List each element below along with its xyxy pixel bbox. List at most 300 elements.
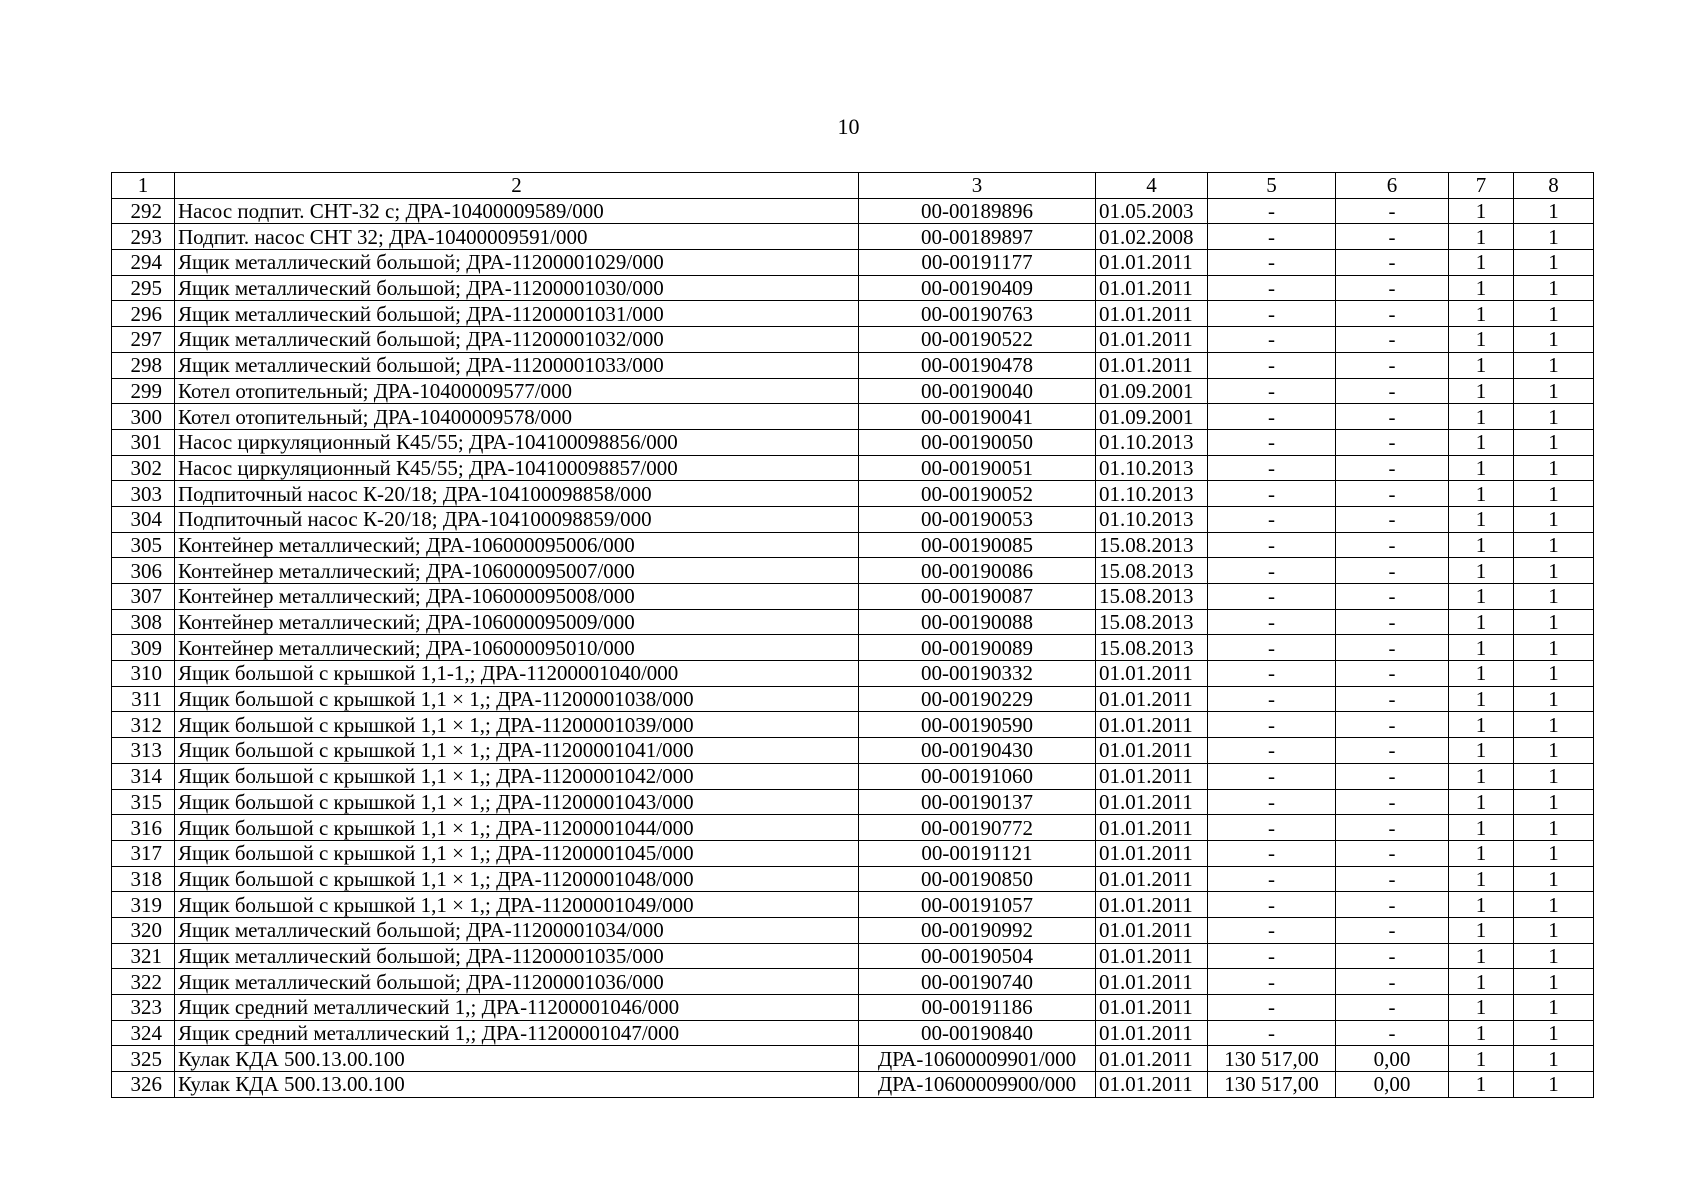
inventory-number-cell: ДРА-10600009900/000 — [859, 1072, 1096, 1098]
value-cell: - — [1208, 455, 1336, 481]
table-row — [112, 506, 1594, 532]
row-number-cell: 308 — [112, 609, 175, 635]
row-number-cell: 315 — [112, 789, 175, 815]
quantity-cell: 1 — [1449, 532, 1514, 558]
quantity-cell: 1 — [1449, 1020, 1514, 1046]
value-cell: - — [1208, 969, 1336, 995]
quantity-cell: 1 — [1514, 635, 1594, 661]
quantity-cell: 1 — [1449, 917, 1514, 943]
row-number-cell: 319 — [112, 892, 175, 918]
column-header: 7 — [1449, 173, 1514, 199]
name-cell: Контейнер металлический; ДРА-106000095010/000 — [175, 635, 859, 661]
amount-cell: - — [1336, 738, 1449, 764]
inventory-number-cell: 00-00190772 — [859, 815, 1096, 841]
row-number-cell: 316 — [112, 815, 175, 841]
name-cell: Котел отопительный; ДРА-10400009578/000 — [175, 404, 859, 430]
table-row — [112, 1072, 1594, 1098]
table-header — [112, 173, 1594, 199]
value-cell: - — [1208, 635, 1336, 661]
value-cell: - — [1208, 378, 1336, 404]
quantity-cell: 1 — [1514, 429, 1594, 455]
row-number-cell: 310 — [112, 661, 175, 687]
quantity-cell: 1 — [1514, 661, 1594, 687]
amount-cell: - — [1336, 404, 1449, 430]
quantity-cell: 1 — [1449, 866, 1514, 892]
inventory-number-cell: 00-00190089 — [859, 635, 1096, 661]
quantity-cell: 1 — [1514, 815, 1594, 841]
amount-cell: - — [1336, 635, 1449, 661]
table-row — [112, 840, 1594, 866]
amount-cell: - — [1336, 609, 1449, 635]
quantity-cell: 1 — [1449, 404, 1514, 430]
amount-cell: - — [1336, 352, 1449, 378]
row-number-cell: 298 — [112, 352, 175, 378]
table-row — [112, 712, 1594, 738]
amount-cell: - — [1336, 866, 1449, 892]
value-cell: - — [1208, 609, 1336, 635]
quantity-cell: 1 — [1514, 917, 1594, 943]
quantity-cell: 1 — [1514, 609, 1594, 635]
value-cell: - — [1208, 327, 1336, 353]
row-number-cell: 305 — [112, 532, 175, 558]
amount-cell: - — [1336, 584, 1449, 610]
quantity-cell: 1 — [1449, 506, 1514, 532]
value-cell: - — [1208, 840, 1336, 866]
amount-cell: - — [1336, 455, 1449, 481]
inventory-number-cell: 00-00191060 — [859, 763, 1096, 789]
inventory-table — [111, 172, 1594, 1098]
quantity-cell: 1 — [1514, 198, 1594, 224]
amount-cell: - — [1336, 840, 1449, 866]
date-cell: 01.09.2001 — [1096, 378, 1208, 404]
name-cell: Ящик большой с крышкой 1,1-1,; ДРА-11200001040/000 — [175, 661, 859, 687]
quantity-cell: 1 — [1514, 738, 1594, 764]
table-row — [112, 789, 1594, 815]
amount-cell: - — [1336, 1020, 1449, 1046]
quantity-cell: 1 — [1449, 301, 1514, 327]
value-cell: - — [1208, 558, 1336, 584]
value-cell: - — [1208, 892, 1336, 918]
quantity-cell: 1 — [1514, 558, 1594, 584]
value-cell: - — [1208, 250, 1336, 276]
name-cell: Ящик металлический большой; ДРА-11200001036/000 — [175, 969, 859, 995]
row-number-cell: 300 — [112, 404, 175, 430]
name-cell: Ящик металлический большой; ДРА-11200001032/000 — [175, 327, 859, 353]
name-cell: Кулак КДА 500.13.00.100 — [175, 1046, 859, 1072]
name-cell: Подпиточный насос К-20/18; ДРА-104100098859/000 — [175, 506, 859, 532]
quantity-cell: 1 — [1514, 712, 1594, 738]
column-header: 3 — [859, 173, 1096, 199]
date-cell: 01.01.2011 — [1096, 815, 1208, 841]
quantity-cell: 1 — [1449, 481, 1514, 507]
value-cell: - — [1208, 763, 1336, 789]
quantity-cell: 1 — [1449, 429, 1514, 455]
value-cell: - — [1208, 917, 1336, 943]
inventory-number-cell: 00-00190478 — [859, 352, 1096, 378]
name-cell: Ящик металлический большой; ДРА-11200001033/000 — [175, 352, 859, 378]
name-cell: Ящик большой с крышкой 1,1 × 1,; ДРА-11200001041/000 — [175, 738, 859, 764]
date-cell: 01.10.2013 — [1096, 429, 1208, 455]
row-number-cell: 326 — [112, 1072, 175, 1098]
inventory-number-cell: 00-00190088 — [859, 609, 1096, 635]
row-number-cell: 317 — [112, 840, 175, 866]
quantity-cell: 1 — [1514, 224, 1594, 250]
value-cell: 130 517,00 — [1208, 1072, 1336, 1098]
date-cell: 01.01.2011 — [1096, 1072, 1208, 1098]
value-cell: - — [1208, 584, 1336, 610]
quantity-cell: 1 — [1449, 635, 1514, 661]
quantity-cell: 1 — [1449, 789, 1514, 815]
name-cell: Ящик большой с крышкой 1,1 × 1,; ДРА-11200001049/000 — [175, 892, 859, 918]
table-row — [112, 609, 1594, 635]
date-cell: 01.01.2011 — [1096, 866, 1208, 892]
table-row — [112, 429, 1594, 455]
inventory-number-cell: 00-00190137 — [859, 789, 1096, 815]
date-cell: 15.08.2013 — [1096, 532, 1208, 558]
date-cell: 01.01.2011 — [1096, 969, 1208, 995]
table-row — [112, 686, 1594, 712]
amount-cell: - — [1336, 969, 1449, 995]
value-cell: - — [1208, 789, 1336, 815]
quantity-cell: 1 — [1514, 1046, 1594, 1072]
table-row — [112, 763, 1594, 789]
inventory-number-cell: 00-00190850 — [859, 866, 1096, 892]
amount-cell: - — [1336, 532, 1449, 558]
date-cell: 01.09.2001 — [1096, 404, 1208, 430]
row-number-cell: 299 — [112, 378, 175, 404]
row-number-cell: 304 — [112, 506, 175, 532]
quantity-cell: 1 — [1449, 686, 1514, 712]
date-cell: 01.01.2011 — [1096, 892, 1208, 918]
date-cell: 01.01.2011 — [1096, 352, 1208, 378]
name-cell: Насос циркуляционный К45/55; ДРА-104100098857/000 — [175, 455, 859, 481]
quantity-cell: 1 — [1514, 506, 1594, 532]
name-cell: Ящик большой с крышкой 1,1 × 1,; ДРА-11200001043/000 — [175, 789, 859, 815]
amount-cell: - — [1336, 275, 1449, 301]
date-cell: 01.01.2011 — [1096, 1046, 1208, 1072]
quantity-cell: 1 — [1449, 198, 1514, 224]
table-row — [112, 635, 1594, 661]
date-cell: 01.10.2013 — [1096, 506, 1208, 532]
date-cell: 01.01.2011 — [1096, 661, 1208, 687]
table-row — [112, 378, 1594, 404]
row-number-cell: 323 — [112, 995, 175, 1021]
row-number-cell: 311 — [112, 686, 175, 712]
quantity-cell: 1 — [1514, 969, 1594, 995]
table-row — [112, 917, 1594, 943]
quantity-cell: 1 — [1449, 250, 1514, 276]
inventory-number-cell: 00-00190332 — [859, 661, 1096, 687]
quantity-cell: 1 — [1449, 712, 1514, 738]
value-cell: - — [1208, 1020, 1336, 1046]
name-cell: Ящик большой с крышкой 1,1 × 1,; ДРА-11200001039/000 — [175, 712, 859, 738]
value-cell: - — [1208, 738, 1336, 764]
quantity-cell: 1 — [1449, 995, 1514, 1021]
amount-cell: - — [1336, 224, 1449, 250]
date-cell: 01.01.2011 — [1096, 1020, 1208, 1046]
quantity-cell: 1 — [1449, 840, 1514, 866]
date-cell: 15.08.2013 — [1096, 635, 1208, 661]
table-body — [112, 198, 1594, 1097]
row-number-cell: 314 — [112, 763, 175, 789]
row-number-cell: 301 — [112, 429, 175, 455]
amount-cell: - — [1336, 661, 1449, 687]
row-number-cell: 306 — [112, 558, 175, 584]
inventory-number-cell: 00-00190040 — [859, 378, 1096, 404]
quantity-cell: 1 — [1449, 455, 1514, 481]
column-header: 8 — [1514, 173, 1594, 199]
quantity-cell: 1 — [1514, 352, 1594, 378]
date-cell: 15.08.2013 — [1096, 584, 1208, 610]
inventory-number-cell: 00-00190522 — [859, 327, 1096, 353]
value-cell: - — [1208, 943, 1336, 969]
amount-cell: - — [1336, 481, 1449, 507]
quantity-cell: 1 — [1514, 1072, 1594, 1098]
quantity-cell: 1 — [1514, 532, 1594, 558]
quantity-cell: 1 — [1449, 763, 1514, 789]
amount-cell: 0,00 — [1336, 1072, 1449, 1098]
amount-cell: - — [1336, 943, 1449, 969]
value-cell: - — [1208, 686, 1336, 712]
name-cell: Котел отопительный; ДРА-10400009577/000 — [175, 378, 859, 404]
amount-cell: - — [1336, 198, 1449, 224]
name-cell: Ящик металлический большой; ДРА-11200001031/000 — [175, 301, 859, 327]
quantity-cell: 1 — [1514, 275, 1594, 301]
date-cell: 01.01.2011 — [1096, 763, 1208, 789]
quantity-cell: 1 — [1449, 892, 1514, 918]
quantity-cell: 1 — [1449, 224, 1514, 250]
column-header: 1 — [112, 173, 175, 199]
quantity-cell: 1 — [1449, 815, 1514, 841]
inventory-number-cell: 00-00190085 — [859, 532, 1096, 558]
table-row — [112, 532, 1594, 558]
table-row — [112, 558, 1594, 584]
quantity-cell: 1 — [1514, 943, 1594, 969]
row-number-cell: 324 — [112, 1020, 175, 1046]
quantity-cell: 1 — [1449, 738, 1514, 764]
table-row — [112, 481, 1594, 507]
name-cell: Насос подпит. СНТ-32 с; ДРА-10400009589/000 — [175, 198, 859, 224]
value-cell: - — [1208, 866, 1336, 892]
inventory-number-cell: 00-00190590 — [859, 712, 1096, 738]
date-cell: 01.01.2011 — [1096, 250, 1208, 276]
row-number-cell: 307 — [112, 584, 175, 610]
amount-cell: - — [1336, 429, 1449, 455]
inventory-number-cell: 00-00190052 — [859, 481, 1096, 507]
table-row — [112, 661, 1594, 687]
value-cell: - — [1208, 712, 1336, 738]
table-row — [112, 1020, 1594, 1046]
quantity-cell: 1 — [1514, 866, 1594, 892]
amount-cell: - — [1336, 892, 1449, 918]
quantity-cell: 1 — [1514, 1020, 1594, 1046]
quantity-cell: 1 — [1449, 558, 1514, 584]
quantity-cell: 1 — [1514, 789, 1594, 815]
row-number-cell: 303 — [112, 481, 175, 507]
inventory-number-cell: ДРА-10600009901/000 — [859, 1046, 1096, 1072]
amount-cell: - — [1336, 378, 1449, 404]
row-number-cell: 302 — [112, 455, 175, 481]
amount-cell: - — [1336, 250, 1449, 276]
quantity-cell: 1 — [1449, 327, 1514, 353]
column-header: 6 — [1336, 173, 1449, 199]
table-row — [112, 584, 1594, 610]
date-cell: 01.01.2011 — [1096, 917, 1208, 943]
quantity-cell: 1 — [1514, 995, 1594, 1021]
inventory-number-cell: 00-00189897 — [859, 224, 1096, 250]
value-cell: - — [1208, 815, 1336, 841]
value-cell: - — [1208, 275, 1336, 301]
amount-cell: - — [1336, 815, 1449, 841]
table-row — [112, 455, 1594, 481]
inventory-number-cell: 00-00190992 — [859, 917, 1096, 943]
name-cell: Ящик металлический большой; ДРА-11200001030/000 — [175, 275, 859, 301]
date-cell: 01.01.2011 — [1096, 275, 1208, 301]
value-cell: - — [1208, 198, 1336, 224]
column-header: 2 — [175, 173, 859, 199]
inventory-number-cell: 00-00190504 — [859, 943, 1096, 969]
name-cell: Контейнер металлический; ДРА-106000095009/000 — [175, 609, 859, 635]
amount-cell: - — [1336, 789, 1449, 815]
quantity-cell: 1 — [1514, 481, 1594, 507]
quantity-cell: 1 — [1449, 275, 1514, 301]
table-row — [112, 1046, 1594, 1072]
date-cell: 01.01.2011 — [1096, 301, 1208, 327]
date-cell: 01.01.2011 — [1096, 712, 1208, 738]
value-cell: - — [1208, 532, 1336, 558]
inventory-number-cell: 00-00190050 — [859, 429, 1096, 455]
row-number-cell: 321 — [112, 943, 175, 969]
table-row — [112, 224, 1594, 250]
row-number-cell: 320 — [112, 917, 175, 943]
table-row — [112, 250, 1594, 276]
row-number-cell: 293 — [112, 224, 175, 250]
inventory-number-cell: 00-00190409 — [859, 275, 1096, 301]
name-cell: Ящик большой с крышкой 1,1 × 1,; ДРА-11200001042/000 — [175, 763, 859, 789]
row-number-cell: 295 — [112, 275, 175, 301]
inventory-number-cell: 00-00190051 — [859, 455, 1096, 481]
quantity-cell: 1 — [1449, 1072, 1514, 1098]
table-row — [112, 995, 1594, 1021]
value-cell: - — [1208, 352, 1336, 378]
amount-cell: - — [1336, 301, 1449, 327]
inventory-number-cell: 00-00191057 — [859, 892, 1096, 918]
inventory-number-cell: 00-00190763 — [859, 301, 1096, 327]
date-cell: 01.01.2011 — [1096, 327, 1208, 353]
row-number-cell: 296 — [112, 301, 175, 327]
table-row — [112, 198, 1594, 224]
table-row — [112, 866, 1594, 892]
page-number: 10 — [837, 114, 860, 139]
amount-cell: - — [1336, 995, 1449, 1021]
date-cell: 01.02.2008 — [1096, 224, 1208, 250]
quantity-cell: 1 — [1514, 892, 1594, 918]
name-cell: Ящик большой с крышкой 1,1 × 1,; ДРА-11200001038/000 — [175, 686, 859, 712]
quantity-cell: 1 — [1514, 455, 1594, 481]
date-cell: 01.01.2011 — [1096, 840, 1208, 866]
quantity-cell: 1 — [1449, 943, 1514, 969]
date-cell: 01.10.2013 — [1096, 481, 1208, 507]
row-number-cell: 309 — [112, 635, 175, 661]
amount-cell: - — [1336, 763, 1449, 789]
table-row — [112, 943, 1594, 969]
inventory-number-cell: 00-00190430 — [859, 738, 1096, 764]
name-cell: Ящик большой с крышкой 1,1 × 1,; ДРА-11200001048/000 — [175, 866, 859, 892]
name-cell: Насос циркуляционный К45/55; ДРА-104100098856/000 — [175, 429, 859, 455]
amount-cell: - — [1336, 686, 1449, 712]
row-number-cell: 292 — [112, 198, 175, 224]
row-number-cell: 322 — [112, 969, 175, 995]
date-cell: 01.01.2011 — [1096, 738, 1208, 764]
name-cell: Кулак КДА 500.13.00.100 — [175, 1072, 859, 1098]
name-cell: Ящик средний металлический 1,; ДРА-11200001047/000 — [175, 1020, 859, 1046]
row-number-cell: 313 — [112, 738, 175, 764]
quantity-cell: 1 — [1449, 609, 1514, 635]
row-number-cell: 318 — [112, 866, 175, 892]
row-number-cell: 294 — [112, 250, 175, 276]
column-header: 4 — [1096, 173, 1208, 199]
inventory-number-cell: 00-00190840 — [859, 1020, 1096, 1046]
quantity-cell: 1 — [1514, 840, 1594, 866]
inventory-number-cell: 00-00190041 — [859, 404, 1096, 430]
inventory-number-cell: 00-00191121 — [859, 840, 1096, 866]
name-cell: Контейнер металлический; ДРА-106000095008/000 — [175, 584, 859, 610]
table-row — [112, 301, 1594, 327]
quantity-cell: 1 — [1514, 584, 1594, 610]
table-row — [112, 892, 1594, 918]
quantity-cell: 1 — [1514, 404, 1594, 430]
name-cell: Контейнер металлический; ДРА-106000095006/000 — [175, 532, 859, 558]
amount-cell: - — [1336, 506, 1449, 532]
inventory-number-cell: 00-00191186 — [859, 995, 1096, 1021]
value-cell: - — [1208, 995, 1336, 1021]
quantity-cell: 1 — [1514, 327, 1594, 353]
table-row — [112, 738, 1594, 764]
row-number-cell: 297 — [112, 327, 175, 353]
date-cell: 01.01.2011 — [1096, 995, 1208, 1021]
quantity-cell: 1 — [1514, 301, 1594, 327]
name-cell: Подпит. насос СНТ 32; ДРА-10400009591/000 — [175, 224, 859, 250]
quantity-cell: 1 — [1449, 969, 1514, 995]
table-row — [112, 815, 1594, 841]
inventory-number-cell: 00-00190086 — [859, 558, 1096, 584]
date-cell: 15.08.2013 — [1096, 609, 1208, 635]
value-cell: - — [1208, 506, 1336, 532]
date-cell: 01.10.2013 — [1096, 455, 1208, 481]
date-cell: 01.01.2011 — [1096, 686, 1208, 712]
quantity-cell: 1 — [1514, 686, 1594, 712]
amount-cell: 0,00 — [1336, 1046, 1449, 1072]
inventory-number-cell: 00-00190087 — [859, 584, 1096, 610]
amount-cell: - — [1336, 558, 1449, 584]
name-cell: Ящик металлический большой; ДРА-11200001035/000 — [175, 943, 859, 969]
name-cell: Ящик средний металлический 1,; ДРА-11200001046/000 — [175, 995, 859, 1021]
amount-cell: - — [1336, 917, 1449, 943]
row-number-cell: 312 — [112, 712, 175, 738]
table-row — [112, 404, 1594, 430]
table-row — [112, 275, 1594, 301]
column-header: 5 — [1208, 173, 1336, 199]
inventory-number-cell: 00-00190740 — [859, 969, 1096, 995]
amount-cell: - — [1336, 327, 1449, 353]
table-row — [112, 352, 1594, 378]
header-row — [112, 173, 1594, 199]
quantity-cell: 1 — [1449, 1046, 1514, 1072]
quantity-cell: 1 — [1449, 584, 1514, 610]
value-cell: - — [1208, 429, 1336, 455]
date-cell: 01.01.2011 — [1096, 943, 1208, 969]
value-cell: - — [1208, 404, 1336, 430]
